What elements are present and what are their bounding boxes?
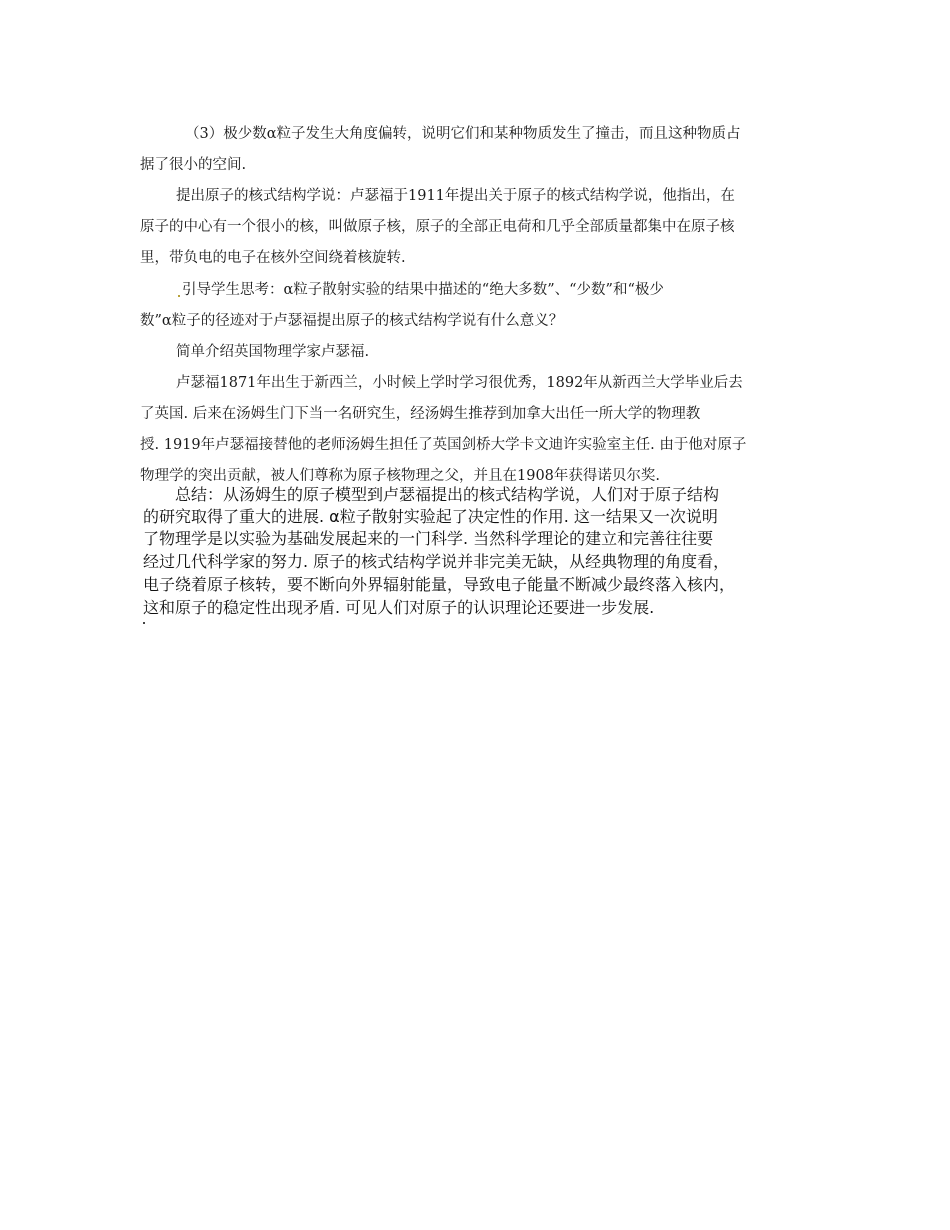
text-line: 授. 1919年卢瑟福接替他的老师汤姆生担任了英国剑桥大学卡文迪许实验室主任. 由于他对原子 (140, 437, 747, 453)
text-line: 提出原子的核式结构学说：卢瑟福于1911年提出关于原子的核式结构学说，他指出，在 (176, 188, 735, 204)
text-line: 物理学的突出贡献，被人们尊称为原子核物理之父，并且在1908年获得诺贝尔奖. (140, 468, 661, 484)
text-line: 数”α粒子的径迹对于卢瑟福提出原子的核式结构学说有什么意义？ (140, 313, 564, 329)
summary-line: 总结：从汤姆生的原子模型到卢瑟福提出的核式结构学说，人们对于原子结构 (175, 485, 720, 504)
summary-line: 这和原子的稳定性出现矛盾. 可见人们对原子的认识理论还要进一步发展. (143, 598, 655, 617)
text-line: 据了很小的空间. (140, 157, 247, 173)
text-line: 了英国. 后来在汤姆生门下当一名研究生，经汤姆生推荐到加拿大出任一所大学的物理教 (140, 406, 701, 422)
speck-mark (143, 622, 145, 624)
text-line: 原子的中心有一个很小的核，叫做原子核，原子的全部正电荷和几乎全部质量都集中在原子核 (140, 219, 735, 235)
speck-mark (178, 295, 180, 297)
summary-line: 经过几代科学家的努力. 原子的核式结构学说并非完美无缺，从经典物理的角度看， (143, 552, 730, 571)
text-line: 引导学生思考：α粒子散射实验的结果中描述的“绝大多数”、“少数”和“极少 (182, 282, 664, 298)
summary-line: 电子绕着原子核转，要不断向外界辐射能量，导致电子能量不断减少最终落入核内， (143, 575, 736, 594)
text-line: （3）极少数α粒子发生大角度偏转，说明它们和某种物质发生了撞击，而且这种物质占 (185, 126, 741, 142)
text-line: 简单介绍英国物理学家卢瑟福. (176, 344, 370, 360)
summary-line: 了物理学是以实验为基础发展起来的一门科学. 当然科学理论的建立和完善往往要 (143, 529, 714, 548)
text-line: 卢瑟福1871年出生于新西兰，小时候上学时学习很优秀，1892年从新西兰大学毕业后去 (176, 375, 743, 391)
text-line: 里，带负电的电子在核外空间绕着核旋转. (140, 250, 406, 266)
summary-line: 的研究取得了重大的进展. α粒子散射实验起了决定性的作用. 这一结果又一次说明 (143, 507, 718, 526)
